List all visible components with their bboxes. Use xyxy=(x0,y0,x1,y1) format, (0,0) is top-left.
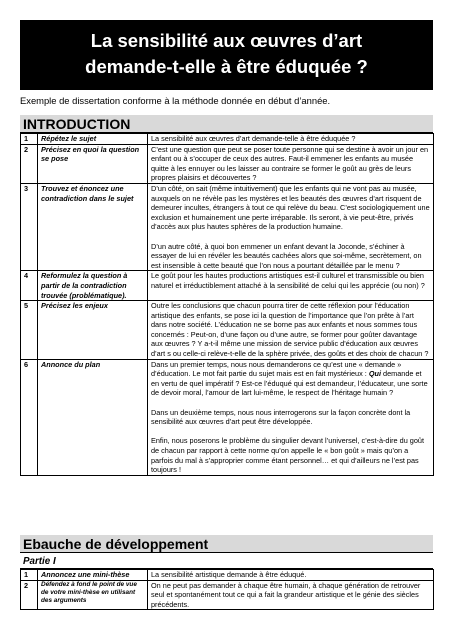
step-label: Annoncez une mini-thèse xyxy=(38,570,148,581)
content-paragraph xyxy=(151,360,430,398)
step-label: Trouvez et énoncez une contradiction dans le sujet xyxy=(38,183,148,270)
step-content xyxy=(148,570,434,581)
content-paragraph: La sensibilité aux œuvres d’art demande-telle à être éduquée ? xyxy=(151,134,356,143)
content-paragraph: D’un côté, on sait (même intuitivement) que les enfants qui ne vont pas au musée, auxquels on ne révèle pas les mystères et les beautés des œuvres d’art risquent de demeurer incultes, étrangers à tout ce qui relève du beau. C’est sociologiquement une exclusion et humainement une perte irréparable. Ils seront, à vie peut-être, privés d’accès aux plus hautes sphères de la production humaine. xyxy=(151,183,430,232)
content-paragraph: C’est une question que peut se poser toute personne qui se destine à avoir un jour en enfant ou à s’occuper de ceux des autres. Faut-il emmener les enfants au musée quitte à les ennuyer ou les laisser au contraire se former le goût au grès de leurs propres plaisirs et découvertes ? xyxy=(151,144,429,183)
introduction-heading: INTRODUCTION xyxy=(20,115,433,133)
table-row xyxy=(21,144,434,183)
development-table xyxy=(20,569,434,610)
content-paragraph: Enfin, nous poserons le problème du singulier devant l’universel, c’est-à-dire du goût de chacun par rapport à cette norme qu’on appelle le « bon goût » mais qu’on a parfois du mal à s’approprier comme étant personnel… et qui d’ailleurs ne l’est pas toujours ! xyxy=(151,436,424,475)
table-row xyxy=(21,301,434,360)
content-paragraph: La sensibilité artistique demande à être éduqué. xyxy=(151,570,307,579)
row-number: 6 xyxy=(21,359,38,475)
subtitle: Exemple de dissertation conforme à la méthode donnée en début d’année. xyxy=(20,95,331,106)
step-content xyxy=(148,134,434,145)
title-line-1: La sensibilité aux œuvres d’art xyxy=(90,30,363,51)
step-label: Répétez le sujet xyxy=(38,134,148,145)
partie-label: Partie I xyxy=(20,556,433,569)
table-row xyxy=(21,580,434,610)
step-content xyxy=(148,183,434,270)
step-content xyxy=(148,359,434,475)
step-label: Défendez à fond le point de vue de votre mini-thèse en utilisant des arguments xyxy=(38,580,148,610)
step-label: Précisez en quoi la question se pose xyxy=(38,144,148,183)
title-line-2: demande-t-elle à être éduquée ? xyxy=(85,56,368,77)
step-content xyxy=(148,271,434,301)
row-number: 2 xyxy=(21,580,38,610)
table-row xyxy=(21,271,434,301)
step-content xyxy=(148,144,434,183)
table-row xyxy=(21,359,434,475)
content-paragraph: Dans un deuxième temps, nous nous interrogerons sur la façon concrète dont la sensibilité aux œuvres d’art peut être développée. xyxy=(151,407,411,427)
step-content xyxy=(148,580,434,610)
step-label: Annonce du plan xyxy=(38,359,148,475)
step-content xyxy=(148,301,434,360)
content-paragraph: On ne peut pas demander à chaque être humain, à chaque génération de retrouver seul et spontanément tout ce qui a fait la grandeur artistique et le génie des siècles précédents. xyxy=(151,580,421,609)
step-label: Reformulez la question à partir de la contradiction trouvée (problématique). xyxy=(38,271,148,301)
table-row xyxy=(21,183,434,270)
table-row xyxy=(21,134,434,145)
plan-text: Dans un premier temps, nous nous demanderons ce qu’est une « demande » d’éducation. Le mot fait partie du sujet mais est en fait mystérieux : xyxy=(151,359,402,379)
row-number: 1 xyxy=(21,134,38,145)
document-title xyxy=(20,20,433,90)
row-number: 3 xyxy=(21,183,38,270)
step-label: Précisez les enjeux xyxy=(38,301,148,360)
content-paragraph: Le goût pour les hautes productions artistiques est-il culturel et transmissible ou bien naturel et irréductiblement attaché à la sensibilité de celui qui les apprécie (ou non) ? xyxy=(151,271,425,290)
plan-text: demande et en vertu de quel impératif ? Est-ce l’éduqué qui est demandeur, l’éducateur, une sorte de devoir moral, l’amour de lart lui-même, le respect de l’héritage humain ? xyxy=(151,369,428,398)
row-number: 4 xyxy=(21,271,38,301)
ebauche-heading: Ebauche de développement xyxy=(20,535,433,553)
table-row xyxy=(21,570,434,581)
plan-emphasis: Qui xyxy=(368,369,381,379)
introduction-table xyxy=(20,133,434,476)
row-number: 5 xyxy=(21,301,38,360)
row-number: 2 xyxy=(21,144,38,183)
content-paragraph: D’un autre côté, à quoi bon emmener un enfant devant la Joconde, s’échiner à essayer de lui en révéler les beautés cachées alors que soi-même, secrètement, on est insensible à cette beauté que l’on nous a pourtant détaillée par le menu ? xyxy=(151,241,422,270)
content-paragraph: Outre les conclusions que chacun pourra tirer de cette réflexion pour l’éducation artistique des enfants, se pose ici la question de l’importance que l’on prête à l’art dans notre société. L’éducation ne se borne pas aux enfants et nous sommes tous concernés : Peut-on, d’une façon ou d’une autre, se former pour goûter davantage aux œuvres ? Y a-t-il même une mission de service public d’éducation aux œuvres d’art s ou celle-ci relève-t-elle de la sphère privée, des goûts et des choix de chacun ? xyxy=(151,301,429,359)
row-number: 1 xyxy=(21,570,38,581)
